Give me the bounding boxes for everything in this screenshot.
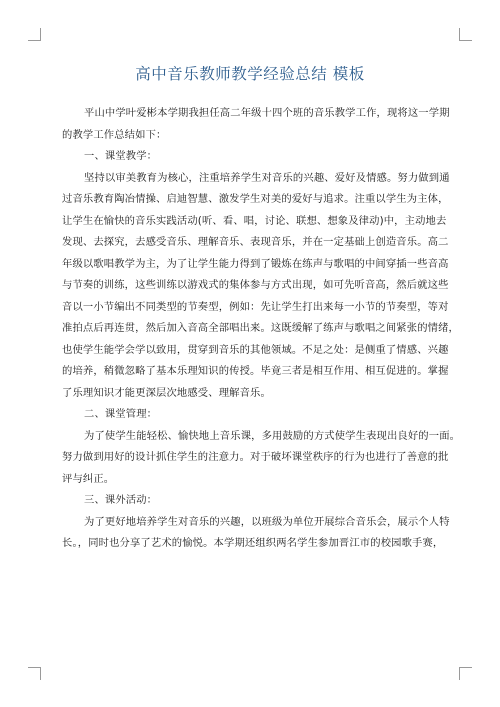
paragraph-line: 的教学工作总结如下： xyxy=(62,128,167,141)
paragraph-line: 让学生在愉快的音乐实践活动(听、看、唱，讨论、联想、想象及律动)中，主动地去 xyxy=(62,214,447,227)
section-heading-classroom-teaching xyxy=(62,146,438,168)
crop-mark-top-left xyxy=(28,28,41,41)
paragraph-line: 年级以歌唱教学为主，为了让学生能力得到了锻炼在练声与歌唱的中间穿插一些音高 xyxy=(62,257,449,270)
paragraph-line: 也使学生能学会学以致用，贯穿到音乐的其他领域。不足之处：是侧重了情感、兴趣 xyxy=(62,343,449,356)
paragraph-line: 的培养，稍微忽略了基本乐理知识的传授。毕竟三者是相互作用、相互促进的。掌握 xyxy=(62,365,449,377)
classroom-management-paragraph xyxy=(62,426,461,491)
section-heading: 三、课外活动： xyxy=(84,494,158,506)
section-heading-extracurricular xyxy=(62,490,438,512)
classroom-teaching-paragraph xyxy=(62,168,459,405)
extracurricular-paragraph xyxy=(62,512,450,555)
paragraph-line: 发现、去探究，去感受音乐、理解音乐、表现音乐，并在一定基础上创造音乐。高二 xyxy=(62,236,449,248)
document-body xyxy=(62,103,461,555)
crop-mark-bottom-left xyxy=(28,667,41,680)
paragraph-line: 评与纠正。 xyxy=(62,472,115,485)
paragraph-line: 为了使学生能轻松、愉快地上音乐课，多用鼓励的方式使学生表现出良好的一面。 xyxy=(84,429,461,442)
paragraph-line: 平山中学叶爱彬本学期我担任高二年级十四个班的音乐教学工作，现将这一学期 xyxy=(84,107,450,119)
paragraph-line: 努力做到用好的设计抓住学生的注意力。对于破坏课堂秩序的行为也进行了善意的批 xyxy=(62,451,449,463)
paragraph-line: 长。，同时也分享了艺术的愉悦。本学期还组织两名学生参加晋江市的校园歌手赛， xyxy=(62,537,444,549)
crop-mark-bottom-right xyxy=(459,667,472,680)
intro-paragraph xyxy=(62,103,450,146)
paragraph-line: 为了更好地培养学生对音乐的兴趣，以班级为单位开展综合音乐会，展示个人特 xyxy=(84,515,450,528)
paragraph-line: 音以一小节编出不同类型的节奏型，例如：先让学生打出来每一小节的节奏型，等对 xyxy=(62,300,449,313)
paragraph-line: 与节奏的训练，这些训练以游戏式的集体参与方式出现，如可先听音高，然后就这些 xyxy=(62,279,449,291)
document-title: 高中音乐教师教学经验总结 模板 xyxy=(135,65,365,83)
crop-mark-top-right xyxy=(459,28,472,41)
section-heading-classroom-management xyxy=(62,404,438,426)
section-heading: 一、课堂教学： xyxy=(84,150,158,162)
paragraph-line: 过音乐教育陶冶情操、启迪智慧、激发学生对美的爱好与追求。注重以学生为主体， xyxy=(62,193,449,205)
paragraph-line: 了乐理知识才能更深层次地感受、理解音乐。 xyxy=(62,386,271,399)
section-heading: 二、课堂管理： xyxy=(84,408,158,420)
paragraph-line: 坚持以审美教育为核心，注重培养学生对音乐的兴趣、爱好及情感。努力做到通 xyxy=(84,171,450,184)
paragraph-line: 准拍点后再连贯，然后加入音高全部唱出来。这既缓解了练声与歌唱之间紧张的情绪， xyxy=(62,322,459,334)
